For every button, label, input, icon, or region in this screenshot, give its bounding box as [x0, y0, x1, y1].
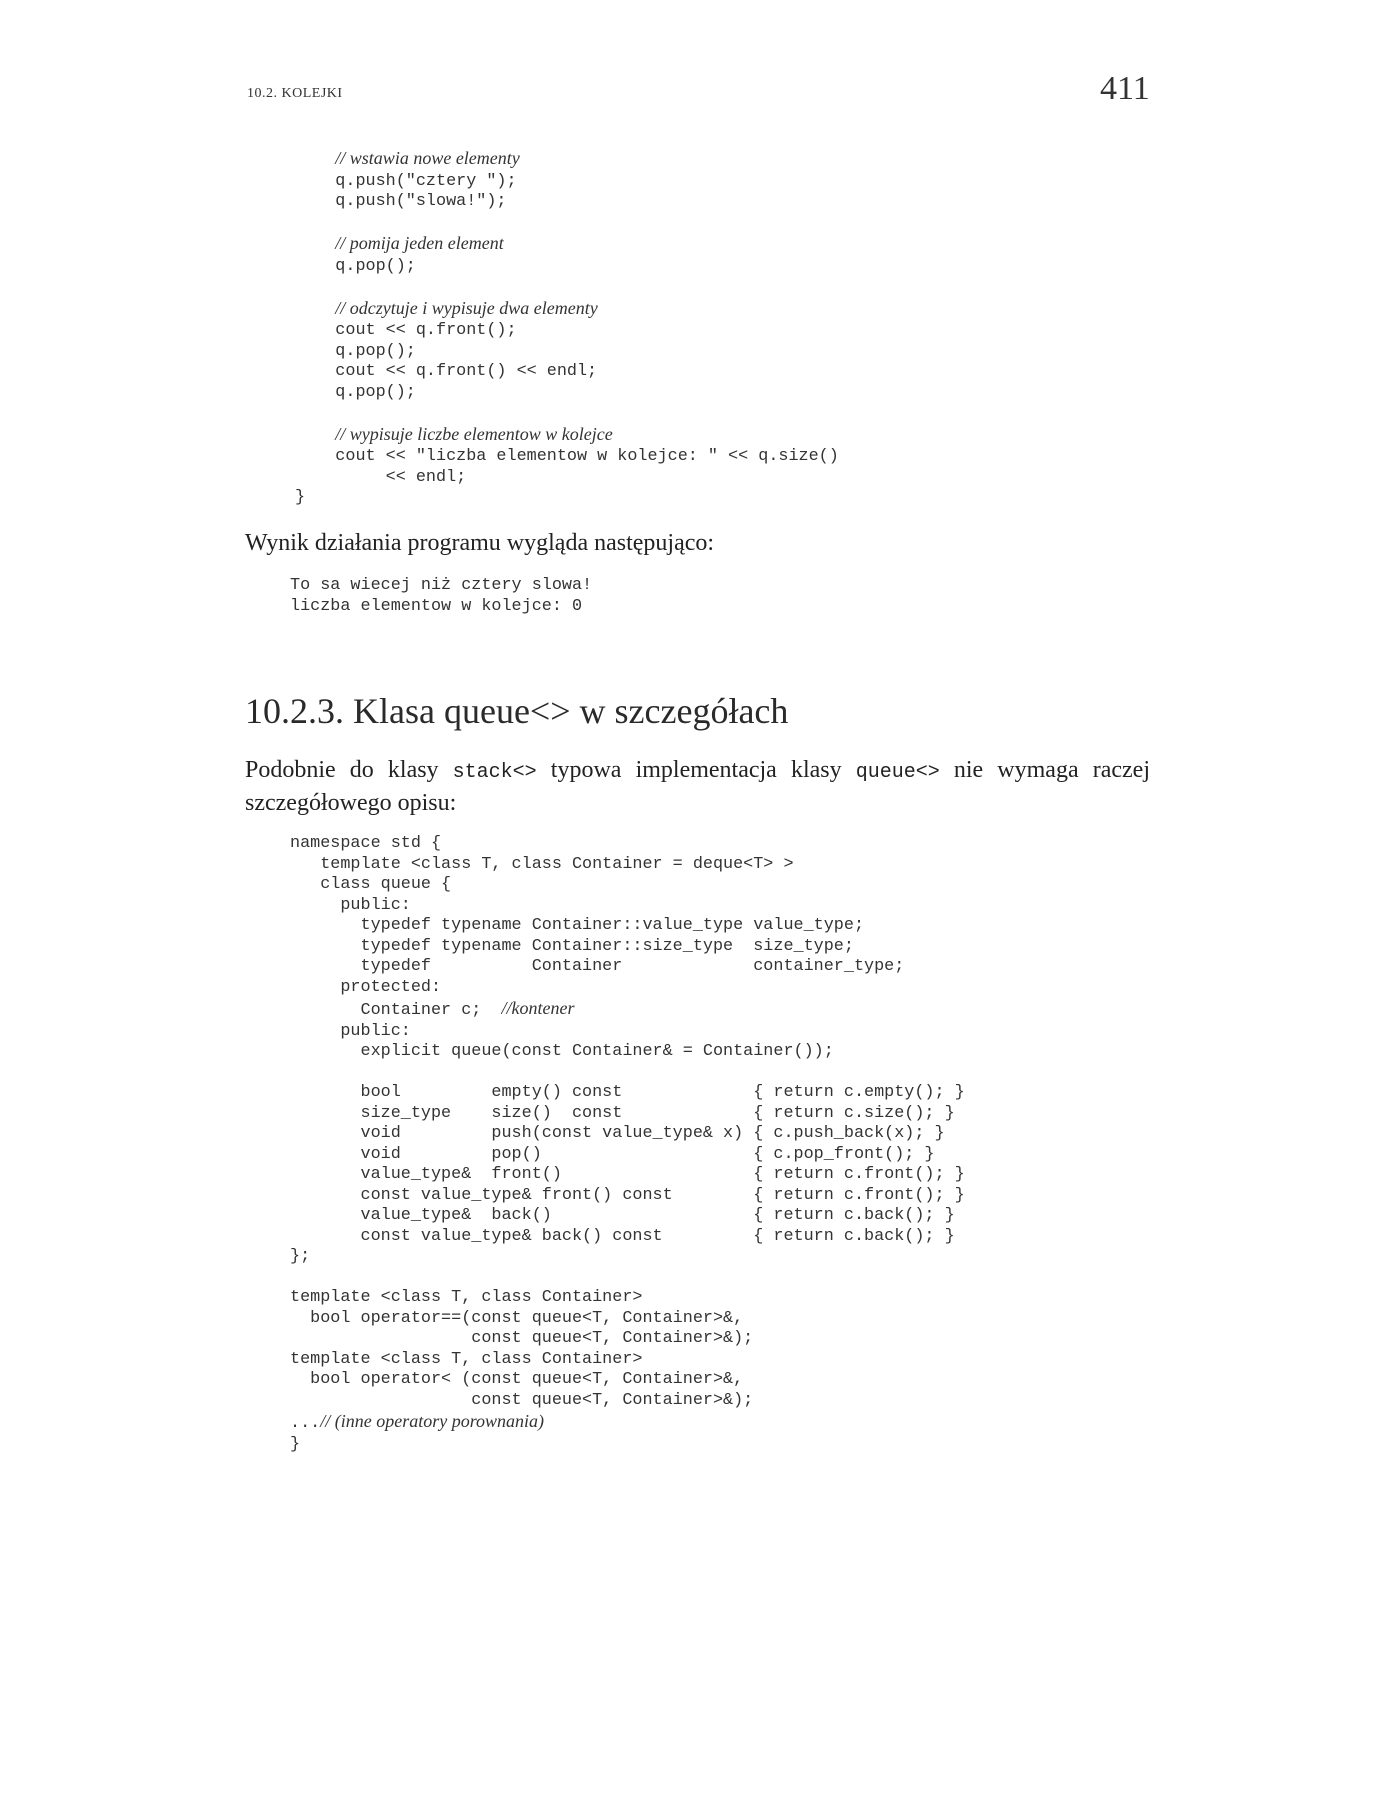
code-top-line — [295, 192, 839, 213]
output-line: liczba elementow w kolejce: 0 — [290, 596, 583, 616]
code-text: const value_type& front() const { return c.front(); } — [290, 1185, 965, 1205]
code-class-line — [290, 998, 965, 1022]
code-top-line — [295, 468, 839, 489]
code-text: protected: — [290, 977, 442, 997]
code-text: public: — [290, 895, 411, 915]
code-text: const queue<T, Container>&); — [290, 1329, 754, 1348]
code-text: q.pop(); — [335, 382, 416, 402]
code-text: cout << q.front() << endl; — [335, 362, 598, 381]
code-class-line — [290, 896, 965, 917]
code-text: q.push("slowa!"); — [335, 192, 507, 211]
code-class-line — [290, 1165, 965, 1186]
code-text: explicit queue(const Container& = Container()); — [290, 1042, 834, 1061]
code-text: value_type& front() { return c.front(); } — [290, 1165, 965, 1184]
code-text: typedef typename Container::size_type size_type; — [290, 936, 854, 956]
code-top-line — [295, 447, 839, 468]
code-text: cout << "liczba elementow w kolejce: " << q.size() — [335, 447, 839, 466]
code-comment: // odczytuje i wypisuje dwa elementy — [335, 297, 598, 318]
code-class-line — [290, 1186, 965, 1207]
code-block-queue-class — [290, 834, 965, 1455]
code-text: q.pop(); — [335, 341, 416, 361]
code-top-line — [295, 172, 839, 193]
code-text: q.pop(); — [335, 256, 416, 276]
code-text: value_type& back() { return c.back(); } — [290, 1206, 955, 1225]
code-text: public: — [290, 1021, 411, 1041]
code-class-line — [290, 1022, 965, 1043]
code-comment: //kontener — [501, 998, 575, 1018]
code-top-line — [295, 321, 839, 342]
code-text: ... — [290, 1414, 321, 1433]
code-comment: // (inne operatory porownania) — [320, 1411, 545, 1431]
program-output — [290, 576, 592, 617]
code-top-line — [295, 213, 839, 234]
code-class-line — [290, 1247, 965, 1268]
code-class-line — [290, 834, 965, 855]
code-text: } — [290, 1434, 301, 1454]
code-text: q.push("cztery "); — [335, 171, 517, 191]
code-text: const value_type& back() const { return c.back(); } — [290, 1226, 955, 1246]
code-class-line — [290, 1329, 965, 1350]
code-class-line — [290, 855, 965, 876]
code-class-line — [290, 1309, 965, 1330]
code-text: bool operator< (const queue<T, Container>&, — [290, 1370, 744, 1389]
code-class-line — [290, 1370, 965, 1391]
code-class-line — [290, 1042, 965, 1063]
code-top-line — [295, 488, 839, 509]
code-text: size_type size() const { return c.size(); } — [290, 1103, 955, 1123]
code-top-line — [295, 362, 839, 383]
code-class-line — [290, 1063, 965, 1084]
code-class-line — [290, 1083, 965, 1104]
page-number: 411 — [1100, 70, 1150, 107]
inline-code-queue: queue<> — [855, 761, 940, 784]
code-class-line — [290, 1268, 965, 1289]
code-text: template <class T, class Container> — [290, 1349, 643, 1369]
code-class-line — [290, 1227, 965, 1248]
code-class-line — [290, 1206, 965, 1227]
section-title: 10.2.3. Klasa queue<> w szczegółach — [245, 691, 789, 731]
output-line: To sa wiecej niż cztery slowa! — [290, 576, 593, 595]
code-top-line — [295, 298, 839, 322]
code-text: void pop() { c.pop_front(); } — [290, 1144, 935, 1164]
code-block-queue-usage — [295, 148, 839, 509]
code-class-line — [290, 978, 965, 999]
intro-paragraph — [245, 755, 1150, 819]
code-text: }; — [290, 1247, 311, 1266]
code-class-line — [290, 1145, 965, 1166]
code-text: bool empty() const { return c.empty(); } — [290, 1083, 965, 1102]
intro-text-1: Podobnie do klasy — [245, 757, 453, 783]
code-top-line — [295, 403, 839, 424]
code-class-line — [290, 1435, 965, 1456]
code-text: typedef typename Container::value_type value_type; — [290, 916, 865, 935]
result-intro-text: Wynik działania programu wygląda następująco: — [245, 530, 715, 556]
code-class-line — [290, 916, 965, 937]
code-class-line — [290, 875, 965, 896]
code-text: void push(const value_type& x) { c.push_back(x); } — [290, 1124, 945, 1143]
code-top-line — [295, 277, 839, 298]
code-comment: // pomija jeden element — [335, 233, 504, 253]
code-text: << endl; — [385, 467, 467, 487]
code-text: namespace std { — [290, 834, 442, 853]
code-text: bool operator==(const queue<T, Container>&, — [290, 1308, 744, 1328]
code-text: const queue<T, Container>&); — [290, 1390, 754, 1410]
code-text: typedef Container container_type; — [290, 957, 905, 976]
code-top-line — [295, 257, 839, 278]
inline-code-stack: stack<> — [452, 761, 537, 784]
intro-text-3: nie wymaga raczej szczegółowego opisu: — [245, 757, 1150, 816]
running-head: 10.2. KOLEJKI — [247, 86, 343, 101]
code-text: template <class T, class Container = deque<T> > — [290, 854, 794, 874]
code-text: class queue { — [290, 875, 452, 894]
code-class-line — [290, 957, 965, 978]
code-text: Container c; — [290, 1001, 502, 1020]
code-class-line — [290, 1411, 965, 1435]
code-top-line — [295, 424, 839, 448]
code-comment: // wstawia nowe elementy — [335, 148, 520, 168]
code-top-line — [295, 383, 839, 404]
code-class-line — [290, 1124, 965, 1145]
code-class-line — [290, 1288, 965, 1309]
code-class-line — [290, 1104, 965, 1125]
code-text: cout << q.front(); — [335, 321, 517, 340]
code-class-line — [290, 1391, 965, 1412]
code-class-line — [290, 1350, 965, 1371]
code-top-line — [295, 342, 839, 363]
code-class-line — [290, 937, 965, 958]
code-top-line — [295, 148, 839, 172]
intro-text-2: typowa implementacja klasy — [536, 757, 856, 783]
code-text: template <class T, class Container> — [290, 1288, 643, 1307]
code-top-line — [295, 233, 839, 257]
code-text: } — [295, 488, 306, 507]
code-comment: // wypisuje liczbe elementow w kolejce — [335, 423, 613, 444]
